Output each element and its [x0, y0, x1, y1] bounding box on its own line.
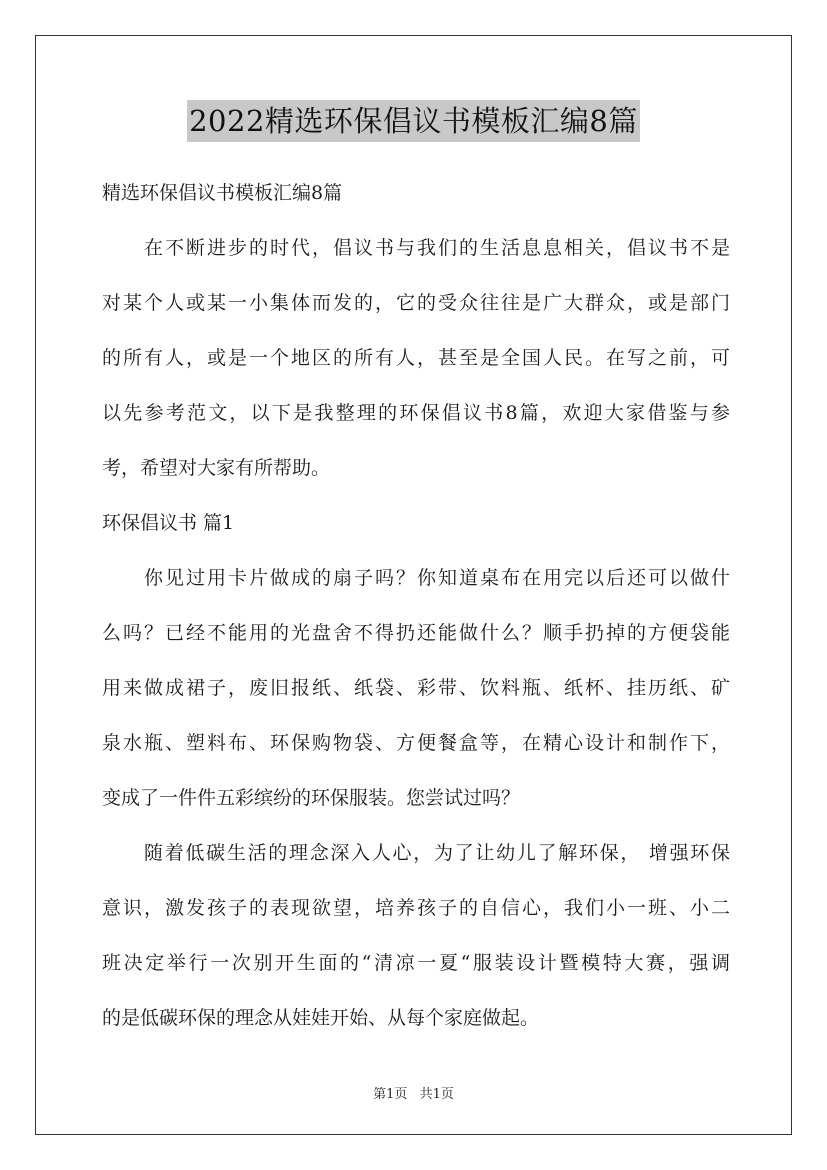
paragraph-line: 对某个人或某一小集体而发的，它的受众往往是广大群众，或是部门 — [102, 292, 730, 314]
paragraph-line: 以先参考范文，以下是我整理的环保倡议书8篇，欢迎大家借鉴与参 — [102, 402, 730, 424]
page-footer — [0, 1083, 827, 1102]
paragraph-line: 用来做成裙子，废旧报纸、纸袋、彩带、饮料瓶、纸杯、挂历纸、矿 — [102, 677, 730, 699]
title-container — [0, 100, 827, 142]
page-total: 共1页 — [419, 1087, 454, 1102]
document-title: 2022精选环保倡议书模板汇编8篇 — [187, 100, 640, 142]
paragraph-line: 随着低碳生活的理念深入人心，为了让幼儿了解环保， 增强环保 — [144, 842, 730, 864]
paragraph-line: 变成了一件件五彩缤纷的环保服装。您尝试过吗？ — [102, 787, 521, 809]
paragraph-line: 班决定举行一次别开生面的“清凉一夏“服装设计暨模特大赛，强调 — [102, 952, 730, 974]
section-heading: 环保倡议书 篇1 — [102, 512, 235, 534]
paragraph-line: 考，希望对大家有所帮助。 — [102, 457, 331, 479]
paragraph-line: 泉水瓶、塑料布、环保购物袋、方便餐盒等，在精心设计和制作下， — [102, 732, 730, 754]
subtitle-line: 精选环保倡议书模板汇编8篇 — [102, 182, 343, 204]
document-body — [102, 166, 730, 1046]
paragraph-line: 意识，激发孩子的表现欲望，培养孩子的自信心，我们小一班、小二 — [102, 897, 730, 919]
paragraph-line: 的是低碳环保的理念从娃娃开始、从每个家庭做起。 — [102, 1007, 540, 1029]
paragraph-line: 你见过用卡片做成的扇子吗？你知道桌布在用完以后还可以做什 — [144, 567, 730, 589]
paragraph-line: 的所有人，或是一个地区的所有人，甚至是全国人民。在写之前，可 — [102, 347, 730, 369]
page-number: 第1页 — [373, 1087, 408, 1102]
paragraph-line: 在不断进步的时代，倡议书与我们的生活息息相关，倡议书不是 — [144, 237, 730, 259]
paragraph-line: 么吗？已经不能用的光盘舍不得扔还能做什么？顺手扔掉的方便袋能 — [102, 622, 730, 644]
